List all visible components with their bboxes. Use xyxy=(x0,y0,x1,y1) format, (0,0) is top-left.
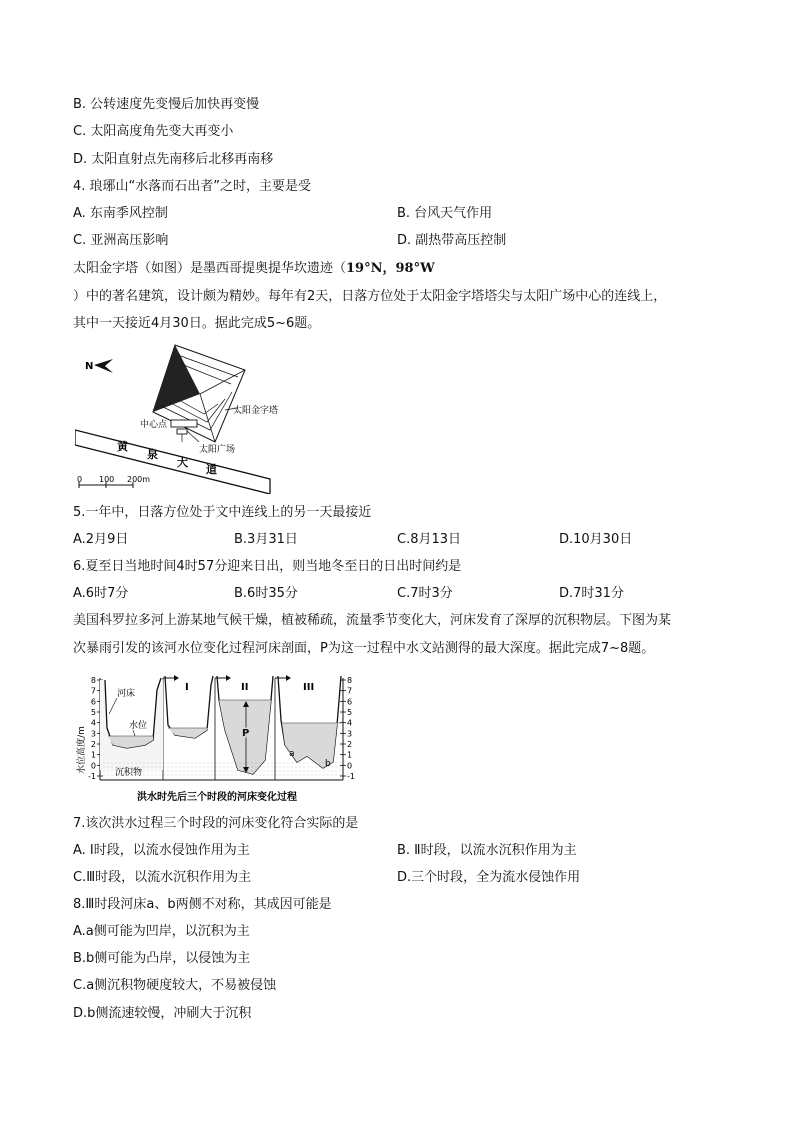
left-axis-tick-label: 8 xyxy=(90,676,96,685)
riverbed-label: 河床 xyxy=(117,689,136,699)
q4-stem: 4. 琅琊山“水落而石出者”之时，主要是受 xyxy=(73,179,312,194)
q3-option-c: C. 太阳高度角先变大再变小 xyxy=(73,124,234,139)
right-axis-tick-label: 5 xyxy=(347,708,353,717)
riverbed-figure xyxy=(75,670,360,808)
right-axis-tick-label: 7 xyxy=(347,686,353,696)
left-axis-tick-label: 5 xyxy=(90,708,96,717)
q7-option-b: B. Ⅱ时段，以流水沉积作用为主 xyxy=(397,843,577,858)
q4-option-a: A. 东南季风控制 xyxy=(73,206,168,221)
center-point-label: 中心点 xyxy=(140,420,168,430)
q6-option-a: A.6时7分 xyxy=(73,586,129,601)
q7-option-a: A. Ⅰ时段，以流水侵蚀作用为主 xyxy=(73,843,250,858)
right-axis-tick-label: 2 xyxy=(347,740,353,749)
right-axis-tick-label: 8 xyxy=(347,676,353,685)
left-axis-tick-label: 0 xyxy=(90,761,96,771)
max-depth-label: P xyxy=(242,728,250,739)
period-2-label: II xyxy=(241,682,249,693)
pyramid-label: 太阳金字塔 xyxy=(233,406,279,416)
left-axis-tick-label: 2 xyxy=(90,740,96,749)
right-axis-tick-label: 1 xyxy=(347,750,353,760)
q8-option-a: A.a侧可能为凹岸，以沉积为主 xyxy=(73,924,250,939)
passage1-line3: 其中一天接近4月30日。据此完成5~6题。 xyxy=(73,316,321,331)
q3-option-d: D. 太阳直射点先南移后北移再南移 xyxy=(73,152,274,167)
north-arrow-icon xyxy=(94,359,113,373)
right-axis-tick-label: 3 xyxy=(347,729,353,739)
square-platform xyxy=(171,420,197,427)
q6-option-b: B.6时35分 xyxy=(234,586,298,601)
q8-stem: 8.Ⅲ时段河床a、b两侧不对称，其成因可能是 xyxy=(73,897,332,912)
q4-option-c: C. 亚洲高压影响 xyxy=(73,233,169,248)
q7-option-c: C.Ⅲ时段，以流水沉积作用为主 xyxy=(73,870,252,885)
left-axis-tick-label: 4 xyxy=(90,718,96,728)
scale-label-0: 0 xyxy=(77,475,83,484)
square-label: 太阳广场 xyxy=(199,445,236,455)
left-axis-tick-label: 6 xyxy=(90,697,96,707)
north-label: N xyxy=(85,361,94,372)
q8-option-c: C.a侧沉积物硬度较大，不易被侵蚀 xyxy=(73,978,277,993)
road-char-4: 道 xyxy=(206,463,217,476)
square-center-box xyxy=(177,429,187,434)
q5-option-a: A.2月9日 xyxy=(73,532,129,547)
q7-option-d: D.三个时段，全为流水侵蚀作用 xyxy=(397,870,581,885)
left-axis-tick-label: 3 xyxy=(90,729,96,739)
q6-option-d: D.7时31分 xyxy=(559,586,624,601)
period-3-label: III xyxy=(303,682,315,693)
q6-option-c: C.7时3分 xyxy=(397,586,453,601)
passage1-text: 太阳金字塔（如图）是墨西哥提奥提华坎遗迹（ xyxy=(73,261,347,276)
side-a-label: a xyxy=(289,749,295,759)
left-axis-tick-label: -1 xyxy=(88,772,96,781)
road-char-3: 大 xyxy=(177,456,188,469)
q6-stem: 6.夏至日当地时间4时57分迎来日出，则当地冬至日的日出时间约是 xyxy=(73,559,462,574)
q5-option-b: B.3月31日 xyxy=(234,532,298,547)
passage1-line2: ）中的著名建筑，设计颇为精妙。每年有2天，日落方位处于太阳金字塔塔尖与太阳广场中心的连线上， xyxy=(73,289,667,304)
right-axis-tick-label: 6 xyxy=(347,697,353,707)
q5-stem: 5.一年中，日落方位处于文中连线上的另一天最接近 xyxy=(73,505,372,520)
figure-caption: 洪水时先后三个时段的河床变化过程 xyxy=(137,792,297,803)
right-axis-tick-label: 0 xyxy=(347,761,353,771)
q4-option-d: D. 副热带高压控制 xyxy=(397,233,507,248)
panel-period-1 xyxy=(165,676,213,738)
flow-arrows xyxy=(163,675,291,681)
q5-option-c: C.8月13日 xyxy=(397,532,462,547)
q8-option-d: D.b侧流速较慢，冲刷大于沉积 xyxy=(73,1006,252,1021)
side-b-label: b xyxy=(325,759,331,769)
right-axis-tick-label: 4 xyxy=(347,718,353,728)
passage1-coordinates: 19°N，98°W xyxy=(346,261,435,276)
y-axis-label: 水位高度/m xyxy=(77,726,87,774)
passage2-line1: 美国科罗拉多河上游某地气候干燥，植被稀疏，流量季节变化大，河床发育了深厚的沉积物层。下图为某 xyxy=(73,613,672,628)
left-axis-tick-label: 1 xyxy=(90,750,96,760)
q3-option-b: B. 公转速度先变慢后加快再变慢 xyxy=(73,97,260,112)
q5-option-d: D.10月30日 xyxy=(559,532,633,547)
pyramid-map-figure xyxy=(75,342,280,494)
road-char-2: 泉 xyxy=(147,448,158,461)
q7-stem: 7.该次洪水过程三个时段的河床变化符合实际的是 xyxy=(73,816,359,831)
q4-option-b: B. 台风天气作用 xyxy=(397,206,493,221)
road-char-1: 黄 xyxy=(117,440,128,453)
scale-label-100: 100 xyxy=(99,475,115,484)
q8-option-b: B.b侧可能为凸岸，以侵蚀为主 xyxy=(73,951,251,966)
scale-label-200: 200m xyxy=(127,475,151,484)
sediment-label: 沉积物 xyxy=(115,768,143,778)
avenue-road xyxy=(75,430,270,494)
right-axis-tick-label: -1 xyxy=(347,772,355,781)
period-1-label: I xyxy=(185,682,189,693)
left-axis-tick-label: 7 xyxy=(90,686,96,696)
passage2-line2: 次暴雨引发的该河水位变化过程河床剖面，P为这一过程中水文站测得的最大深度。据此完成7~8题。 xyxy=(73,641,655,656)
water-level-label: 水位 xyxy=(129,721,148,731)
passage1-line1 xyxy=(73,260,435,278)
